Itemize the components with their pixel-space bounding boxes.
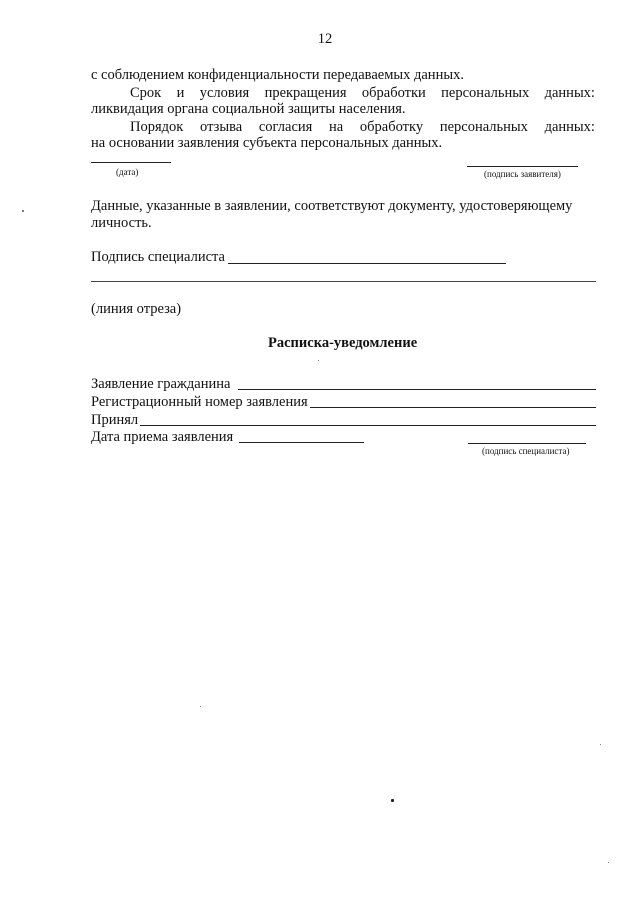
- specialist-signature-line[interactable]: [228, 263, 506, 264]
- application-label: Заявление гражданина: [91, 376, 231, 392]
- verification-line1: Данные, указанные в заявлении, соответствуют документу, удостоверяющему: [91, 198, 573, 214]
- application-field[interactable]: [238, 389, 596, 390]
- scan-speck: [608, 862, 609, 863]
- page-number: 12: [317, 31, 333, 47]
- reg-number-field[interactable]: [310, 407, 596, 408]
- date-caption: (дата): [116, 167, 139, 177]
- word: обработку: [359, 119, 424, 135]
- cut-line-label: (линия отреза): [91, 301, 182, 317]
- scan-speck: [391, 799, 394, 802]
- applicant-signature-caption: (подпись заявителя): [484, 169, 561, 179]
- date-line[interactable]: [91, 162, 171, 163]
- word: и: [176, 85, 185, 101]
- word: данных:: [544, 119, 595, 135]
- word: прекращения: [264, 85, 347, 101]
- word: условия: [199, 85, 250, 101]
- specialist-receipt-caption: (подпись специалиста): [482, 446, 570, 456]
- specialist-receipt-signature-line[interactable]: [468, 443, 586, 444]
- word: Порядок: [130, 119, 184, 135]
- scan-speck: [318, 360, 319, 361]
- accepted-field[interactable]: [140, 425, 596, 426]
- date-received-field[interactable]: [239, 442, 364, 443]
- verification-line2: личность.: [91, 215, 152, 231]
- scan-speck: [200, 706, 201, 707]
- scan-speck: [600, 744, 601, 745]
- scan-speck: [22, 210, 24, 212]
- word: согласия: [258, 119, 313, 135]
- accepted-label: Принял: [91, 412, 139, 428]
- cut-line: [91, 281, 596, 282]
- word: отзыва: [200, 119, 243, 135]
- word: данных:: [544, 85, 595, 101]
- word: персональных: [439, 119, 528, 135]
- reg-number-label: Регистрационный номер заявления: [91, 394, 308, 410]
- specialist-signature-label: Подпись специалиста: [91, 249, 225, 265]
- receipt-title: Расписка-уведомление: [268, 335, 418, 351]
- word: персональных: [441, 85, 530, 101]
- date-received-label: Дата приема заявления: [91, 429, 234, 445]
- paragraph-revoke-line2: на основании заявления субъекта персональных данных.: [91, 135, 443, 151]
- paragraph-term-line2: ликвидация органа социальной защиты населения.: [91, 101, 406, 117]
- word: обработки: [361, 85, 426, 101]
- word: Срок: [130, 85, 162, 101]
- paragraph-confidentiality: с соблюдением конфиденциальности передаваемых данных.: [91, 67, 464, 83]
- word: на: [329, 119, 344, 135]
- applicant-signature-line[interactable]: [467, 166, 578, 167]
